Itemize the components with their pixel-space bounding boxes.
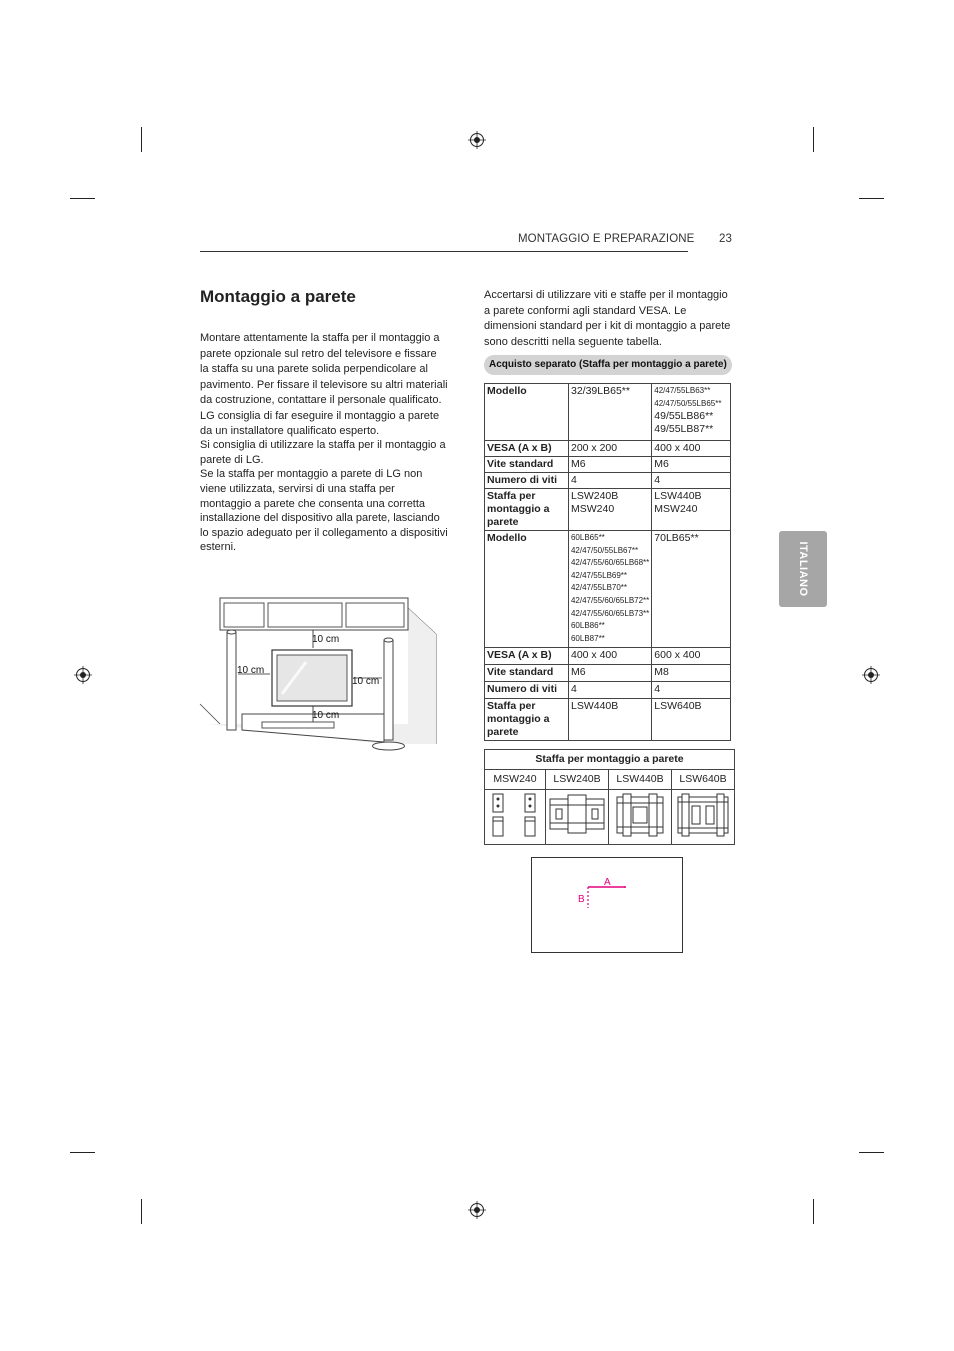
table-row: Staffa per montaggio a parete LSW440B LSW640B [485,699,731,741]
model-label: Modello [485,531,569,648]
paragraph: Montare attentamente la staffa per il montaggio a parete opzionale sul retro del televisore e fissare la staffa su una parete solida perpendicolare al pavimento. Per fissare il televisore su altri materiali da costruzione, contattare il personale qualificato. [200,332,448,407]
lsw640b-bracket-icon [674,791,732,839]
registration-mark-icon [468,131,486,149]
crop-mark [859,1152,884,1153]
model-cell: 32/39LB65** [568,384,651,441]
bracket-image-msw240 [485,790,546,845]
header-section-title: MONTAGGIO E PREPARAZIONE [518,233,695,245]
vesa-dimension-diagram [531,857,683,953]
model-cell: 60LB65** 42/47/50/55LB67** 42/47/55/60/65LB68** 42/47/55LB69** 42/47/55LB70** 42/47/55/60/65LB72** 42/47/55/60/65LB73** 60LB86** 60LB87** [568,531,651,648]
bracket-table-title: Staffa per montaggio a parete [485,750,735,770]
registration-mark-icon [74,666,92,684]
table-row: Numero di viti 4 4 [485,473,731,489]
page-title: Montaggio a parete [200,287,356,306]
registration-mark-icon [468,1201,486,1219]
crop-mark [141,127,142,152]
bracket-model: LSW440B [609,770,672,790]
table-row: Vite standard M6 M8 [485,665,731,682]
model-cell: 70LB65** [652,531,731,648]
vesa-b-label: B [578,894,585,905]
crop-mark [813,127,814,152]
bracket-model: MSW240 [485,770,546,790]
table-row: VESA (A x B) 400 x 400 600 x 400 [485,648,731,665]
crop-mark [813,1199,814,1224]
vesa-a-label: A [604,877,611,888]
table-row: Numero di viti 4 4 [485,682,731,699]
wall-mount-clearance-diagram [198,594,440,758]
crop-mark [70,198,95,199]
table-row: VESA (A x B) 200 x 200 400 x 400 [485,441,731,457]
header-rule [200,251,688,252]
table-row [485,750,735,770]
bracket-image-lsw640b [672,790,735,845]
clearance-top-label: 10 cm [312,634,340,645]
vesa-ab-icon [532,858,682,952]
vesa-spec-table [484,383,731,741]
paragraph: Se la staffa per montaggio a parete di LG non viene utilizzata, servirsi di una staffa per montaggio a parete che consenta una corretta installazione del dispositivo alla parete, lasciando lo spazio adeguato per il collegamento a dispositivi esterni. [200,468,448,554]
crop-mark [141,1199,142,1224]
table-row: Staffa per montaggio a parete LSW240B MSW240 LSW440B MSW240 [485,489,731,531]
paragraph: LG consiglia di far eseguire il montaggio a parete da un installatore qualificato esperto. [200,409,440,437]
msw240-bracket-icon [487,791,543,839]
table-row [485,384,731,441]
language-tab [779,531,827,607]
paragraph: Si consiglia di utilizzare la staffa per il montaggio a parete di LG. [200,439,446,466]
bracket-image-lsw440b [609,790,672,845]
left-text-block [200,331,448,555]
bracket-model: LSW640B [672,770,735,790]
lsw240b-bracket-icon [548,791,606,839]
page-number: 23 [719,233,732,245]
wall-bracket-table [484,749,735,845]
table-row [485,531,731,648]
language-tab-label: ITALIANO [797,541,809,597]
table-row [485,770,735,790]
registration-mark-icon [862,666,880,684]
bracket-model: LSW240B [546,770,609,790]
bracket-image-lsw240b [546,790,609,845]
clearance-left-label: 10 cm [237,665,265,676]
crop-mark [70,1152,95,1153]
clearance-right-label: 10 cm [352,676,380,687]
separate-purchase-label: Acquisto separato (Staffa per montaggio a parete) [484,355,732,375]
crop-mark [859,198,884,199]
model-label: Modello [485,384,569,441]
right-intro-text: Accertarsi di utilizzare viti e staffe per il montaggio a parete conformi agli standard VESA. Le dimensioni standard per i kit di montaggio a parete sono descritti nella seguente tabella. [484,289,731,348]
clearance-bottom-label: 10 cm [312,710,340,721]
model-cell: 42/47/55LB63** 42/47/50/55LB65** 49/55LB86** 49/55LB87** [652,384,731,441]
lsw440b-bracket-icon [611,791,669,839]
table-row: Vite standard M6 M6 [485,457,731,473]
table-row [485,790,735,845]
